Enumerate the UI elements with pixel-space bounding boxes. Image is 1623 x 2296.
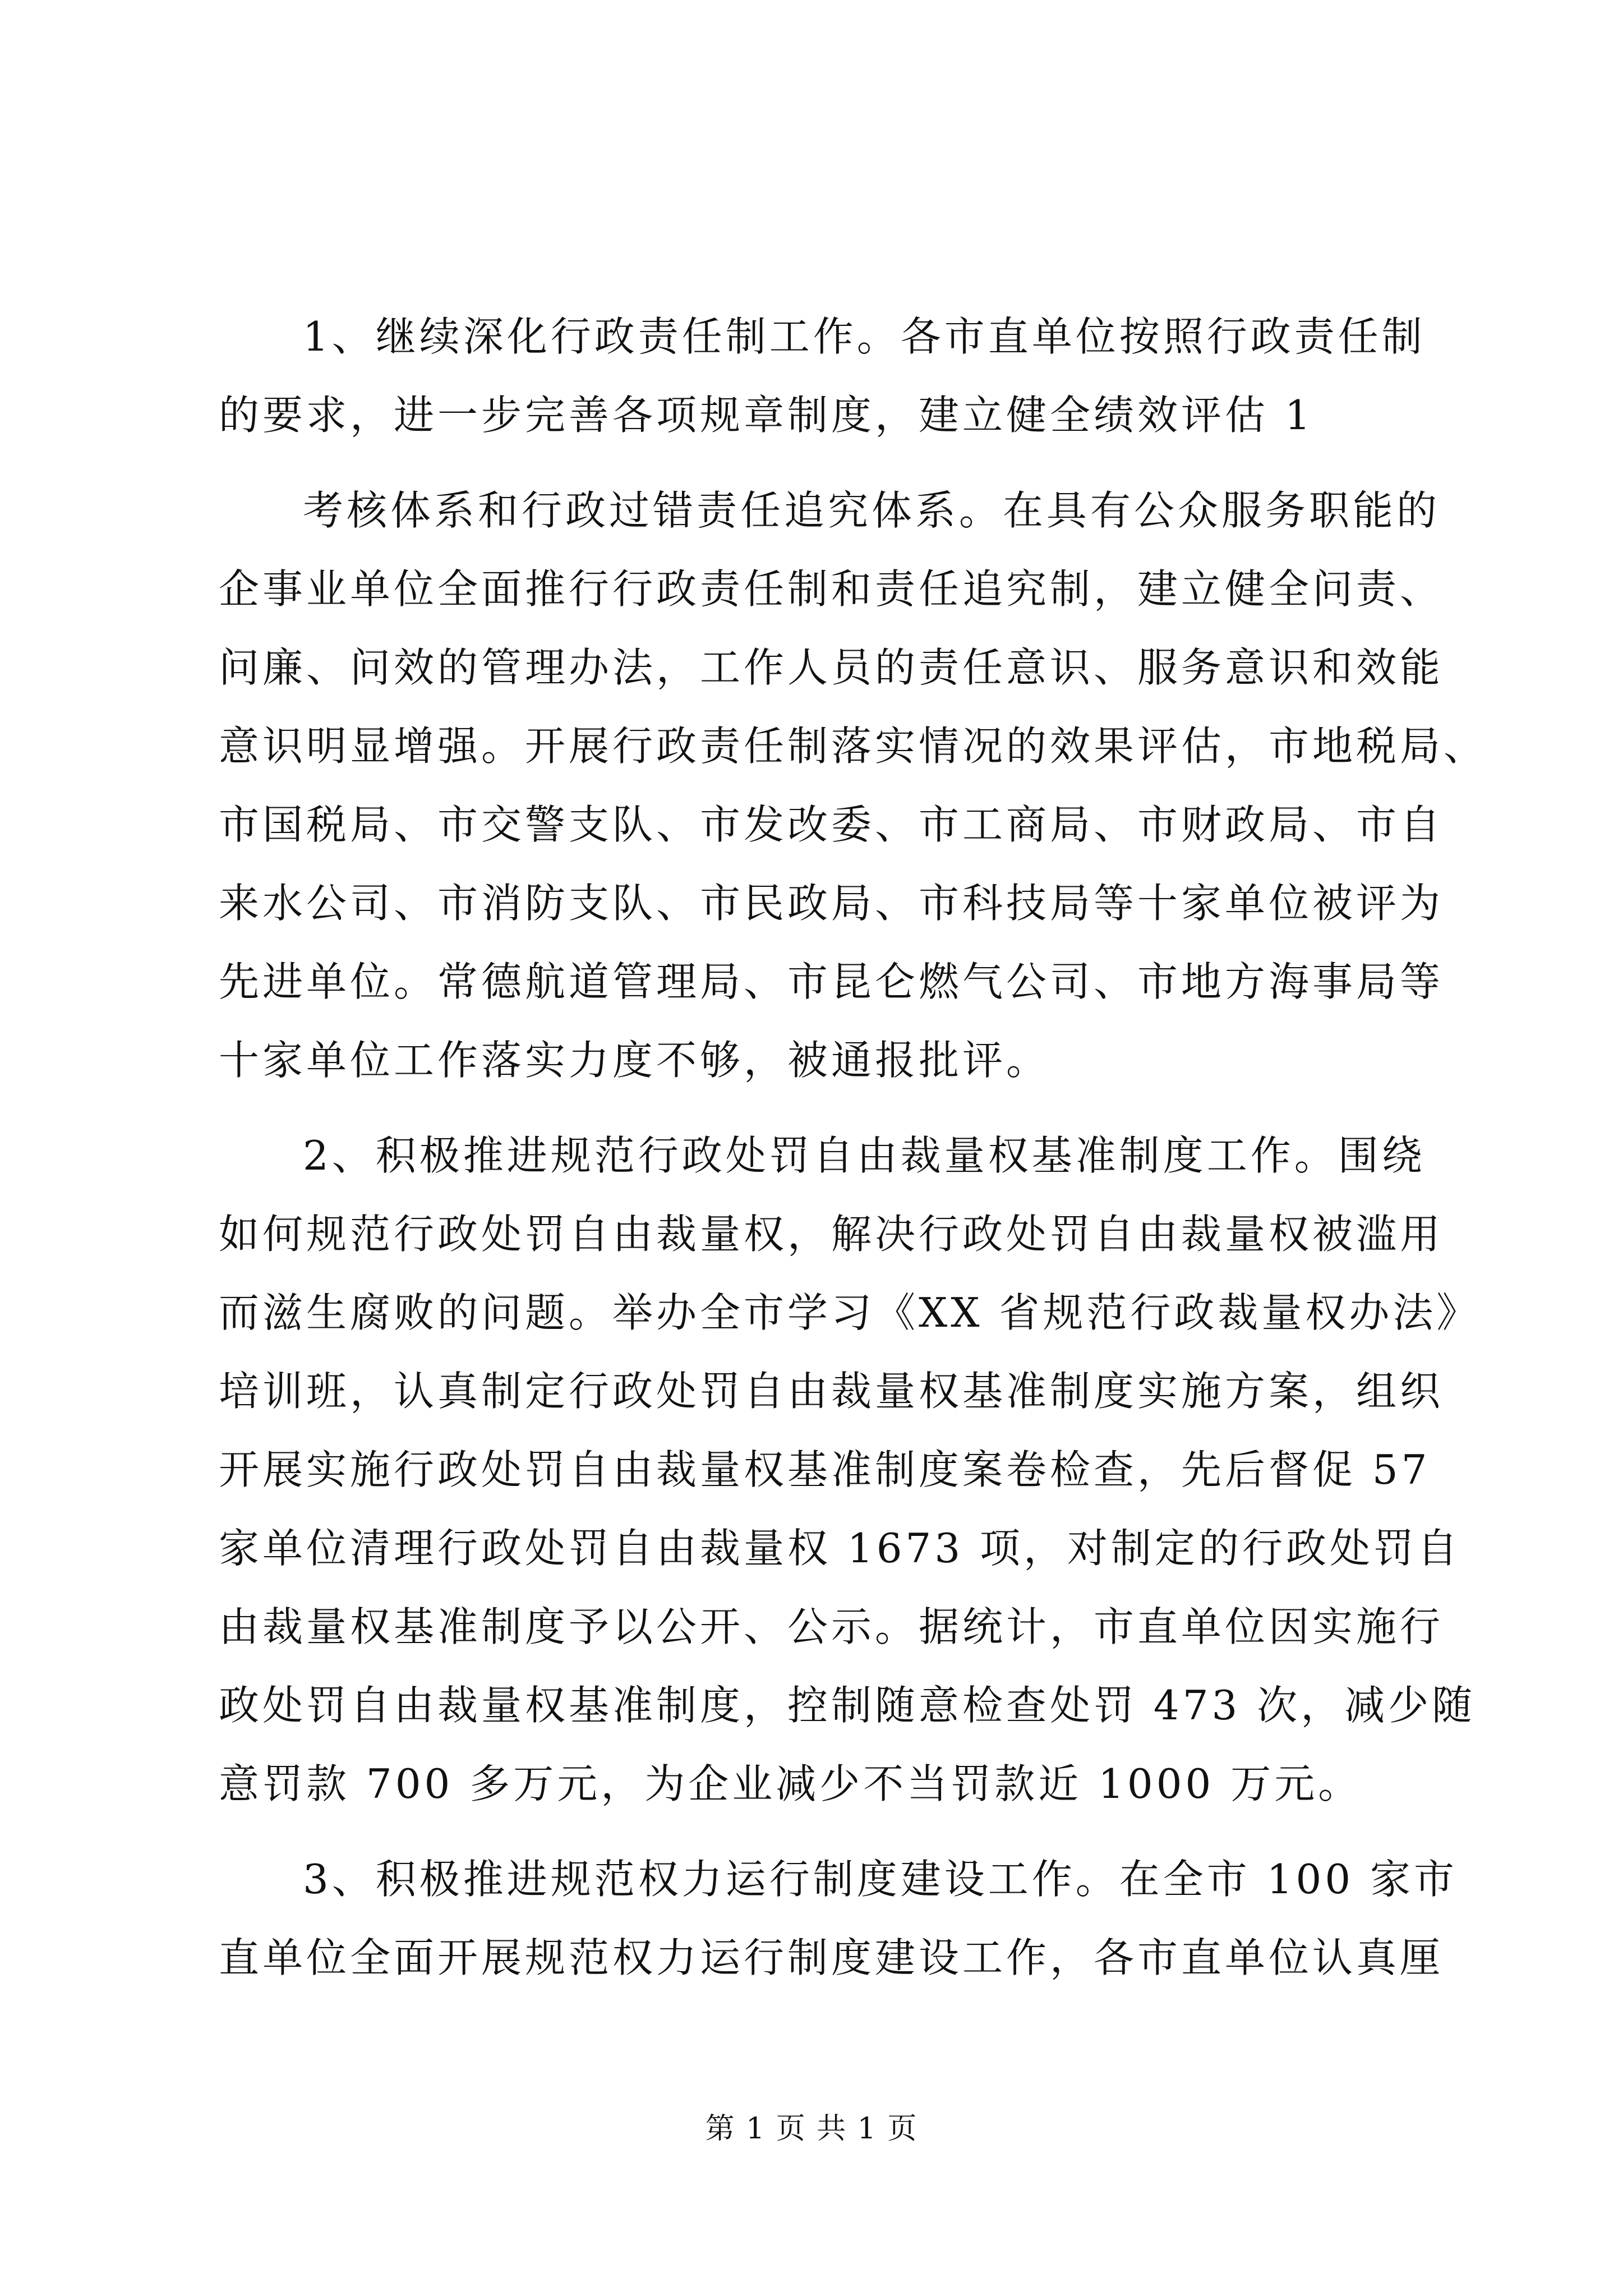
paragraph-line: 先进单位。常德航道管理局、市昆仑燃气公司、市地方海事局等 (219, 958, 1444, 1005)
paragraph-3 (219, 1116, 1481, 1823)
paragraph-line: 3、积极推进规范权力运行制度建设工作。在全市 100 家市 (303, 1856, 1458, 1903)
paragraph-line: 意罚款 700 多万元，为企业减少不当罚款近 1000 万元。 (219, 1760, 1362, 1807)
paragraph-line: 企事业单位全面推行行政责任制和责任追究制，建立健全问责、 (219, 565, 1444, 613)
paragraph-line: 考核体系和行政过错责任追究体系。在具有公众服务职能的 (303, 487, 1441, 534)
paragraph-line: 由裁量权基准制度予以公开、公示。据统计，市直单位因实施行 (219, 1603, 1444, 1650)
paragraph-4 (219, 1840, 1458, 1997)
paragraph-2 (219, 471, 1488, 1099)
paragraph-line: 十家单位工作落实力度不够，被通报批评。 (219, 1037, 1050, 1084)
paragraph-line: 而滋生腐败的问题。举办全市学习《XX 省规范行政裁量权办法》 (219, 1289, 1481, 1336)
paragraph-line: 2、积极推进规范行政处罚自由裁量权基准制度工作。围绕 (303, 1132, 1426, 1179)
paragraph-line: 政处罚自由裁量权基准制度，控制随意检查处罚 473 次，减少随 (219, 1682, 1476, 1729)
paragraph-line: 1、继续深化行政责任制工作。各市直单位按照行政责任制 (303, 313, 1426, 360)
paragraph-line: 问廉、问效的管理办法，工作人员的责任意识、服务意识和效能 (219, 644, 1444, 691)
document-body (219, 297, 1488, 1997)
paragraph-line: 意识明显增强。开展行政责任制落实情况的效果评估，市地税局、 (219, 723, 1488, 770)
paragraph-line: 家单位清理行政处罚自由裁量权 1673 项，对制定的行政处罚自 (219, 1525, 1461, 1572)
page-footer (0, 2109, 1623, 2148)
paragraph-line: 开展实施行政处罚自由裁量权基准制度案卷检查，先后督促 57 (219, 1446, 1431, 1493)
paragraph-line: 来水公司、市消防支队、市民政局、市科技局等十家单位被评为 (219, 880, 1444, 927)
page-number-label: 第 1 页 共 1 页 (705, 2112, 918, 2146)
paragraph-line: 如何规范行政处罚自由裁量权，解决行政处罚自由裁量权被滥用 (219, 1211, 1444, 1258)
paragraph-line: 培训班，认真制定行政处罚自由裁量权基准制度实施方案，组织 (219, 1368, 1444, 1415)
paragraph-line: 直单位全面开展规范权力运行制度建设工作，各市直单位认真厘 (219, 1934, 1444, 1981)
paragraph-line: 的要求，进一步完善各项规章制度，建立健全绩效评估 1 (219, 392, 1314, 439)
paragraph-line: 市国税局、市交警支队、市发改委、市工商局、市财政局、市自 (219, 801, 1444, 848)
paragraph-1 (219, 297, 1430, 454)
